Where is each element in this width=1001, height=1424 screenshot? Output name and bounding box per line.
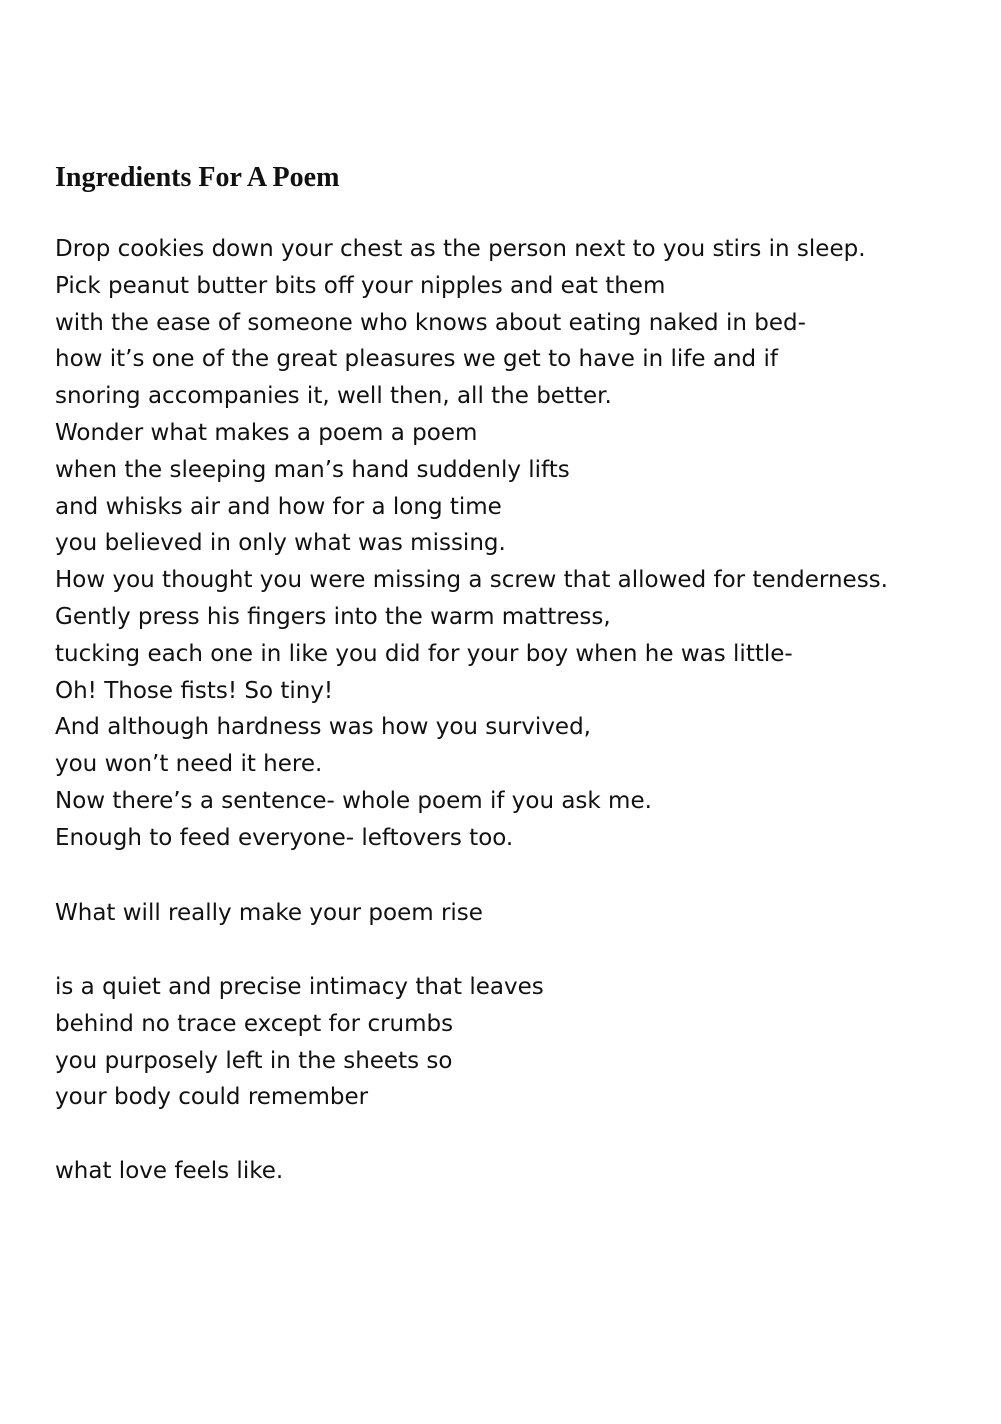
poem-line: Oh! Those fists! So tiny! [55,677,334,704]
poem-line: you won’t need it here. [55,751,323,778]
poem-line: behind no trace except for crumbs [55,1010,454,1037]
poem-line: is a quiet and precise intimacy that leaves [55,974,544,1000]
poem-line: snoring accompanies it, well then, all the better. [55,383,612,410]
poem-line: Wonder what makes a poem a poem [55,419,478,446]
stanza-3 [55,969,544,1116]
poem-line: How you thought you were missing a screw that allowed for tenderness. [55,567,888,594]
poem-line: and whisks air and how for a long time [55,493,502,520]
poem-line: And although hardness was how you survived, [55,714,591,741]
poem-line: Now there’s a sentence- whole poem if you ask me. [55,787,652,814]
stanza-1 [55,231,888,857]
poem-line: Gently press his fingers into the warm mattress, [55,603,611,630]
poem-line: Pick peanut butter bits off your nipples and eat them [55,272,666,299]
stanza-2 [55,895,483,932]
poem-line: Enough to feed everyone- leftovers too. [55,824,514,851]
poem-line: your body could remember [55,1084,369,1111]
stanza-4 [55,1153,283,1190]
poem-line: you believed in only what was missing. [55,530,506,557]
poem-line: tucking each one in like you did for your boy when he was little- [55,640,793,667]
poem-line: with the ease of someone who knows about eating naked in bed- [55,309,806,336]
poem-line: you purposely left in the sheets so [55,1047,453,1074]
poem-line: Drop cookies down your chest as the person next to you stirs in sleep. [55,236,866,262]
poem-line: what love feels like. [55,1158,284,1184]
poem-line: when the sleeping man’s hand suddenly lifts [55,456,570,483]
poem-line: how it’s one of the great pleasures we get to have in life and if [55,346,778,373]
poem-title: Ingredients For A Poem [55,162,340,193]
poem-line: What will really make your poem rise [55,900,483,926]
